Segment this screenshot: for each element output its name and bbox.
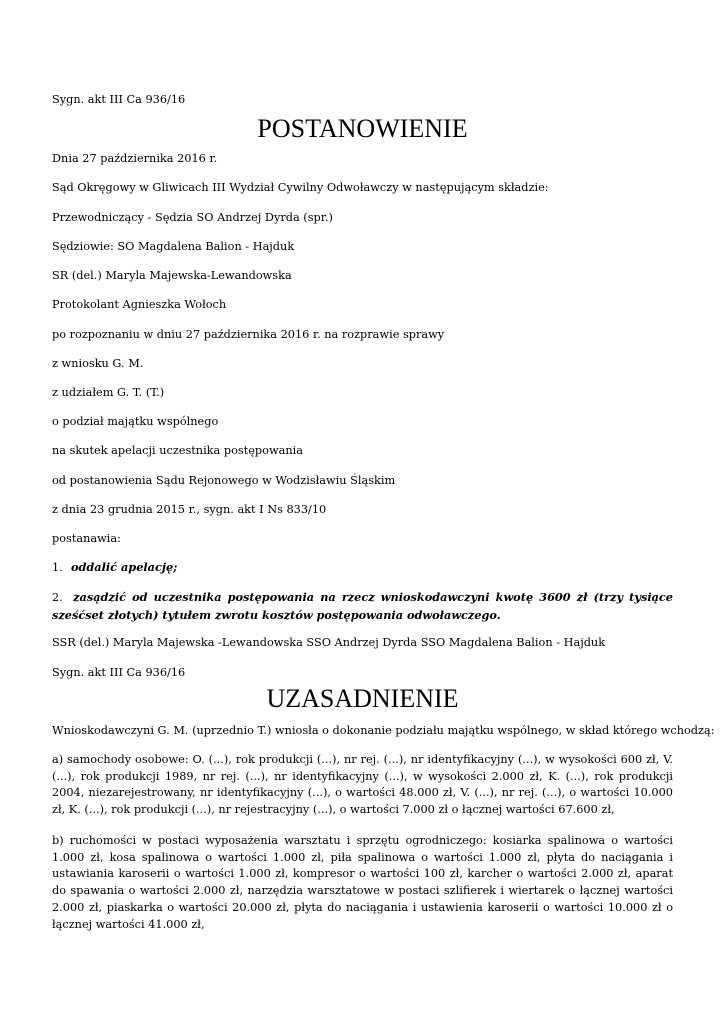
justification-item-a: a) samochody osobowe: O. (...), rok produkcji (...), nr rej. (...), nr identyfikacyjny (...), w wysokości 600 zł, V. (...), rok produkcji 1989, nr rej. (...), nr identyfikacyjny (...), w wysokości 2.000 zł, K. (...), rok produkcji 2004, niezarejestrowany, nr identyfikacyjny (...), o wartości 48.000 zł, V. (...), nr rej. (...), o wartości 10.000 zł, K. (...), rok produkcji (...), nr rejestracyjny (...), o wartości 7.000 zł o łącznej wartości 67.600 zł, [52, 753, 673, 817]
ruling-item [52, 589, 673, 623]
lower-court-line: od postanowienia Sądu Rejonowego w Wodzisławiu Śląskim [52, 474, 396, 487]
judges-signatures: SSR (del.) Maryla Majewska -Lewandowska SSO Andrzej Dyrda SSO Magdalena Balion - Hajduk [52, 636, 606, 649]
decides-line: postanawia: [52, 532, 121, 545]
ruling-number: 2. [52, 591, 63, 604]
presiding-judge: Przewodniczący - Sędzia SO Andrzej Dyrda (spr.) [52, 211, 333, 224]
justification-title: UZASADNIENIE [266, 684, 459, 713]
case-signature: Sygn. akt III Ca 936/16 [52, 93, 186, 106]
applicant-line: z wniosku G. M. [52, 357, 144, 370]
document-title: POSTANOWIENIE [257, 114, 468, 143]
justification-item-b: b) ruchomości w postaci wyposażenia warsztatu i sprzętu ogrodniczego: kosiarka spalinowa o wartości 1.000 zł, kosa spalinowa o wartości 1.000 zł, piła spalinowa o wartości 1.000 zł, płyta do naciągania i ustawiania karoserii o wartości 1.000 zł, kompresor o wartości 100 zł, karcher o wartości 2.000 zł, aparat do spawania o wartości 2.000 zł, narzędzia warsztatowe w postaci szlifierek i wiertarek o łącznej wartości 2.000 zł, piaskarka o wartości 20.000 zł, płyta do naciągania i ustawienia karoserii o wartości 10.000 zł o łącznej wartości 41.000 zł, [52, 834, 673, 931]
hearing-line: po rozpoznaniu w dniu 27 października 2016 r. na rozprawie sprawy [52, 328, 445, 341]
participant-line: z udziałem G. T. (T.) [52, 386, 165, 399]
court-line: Sąd Okręgowy w Gliwicach III Wydział Cywilny Odwoławczy w następującym składzie: [52, 181, 549, 194]
lower-court-date-line: z dnia 23 grudnia 2015 r., sygn. akt I Ns 833/10 [52, 503, 327, 516]
appeal-line: na skutek apelacji uczestnika postępowania [52, 444, 303, 457]
case-signature-second: Sygn. akt III Ca 936/16 [52, 666, 186, 679]
subject-line: o podział majątku wspólnego [52, 415, 219, 428]
ruling-item [52, 560, 177, 575]
justification-intro: Wnioskodawczyni G. M. (uprzednio T.) wniosła o dokonanie podziału majątku wspólnego, w skład którego wchodzą: [52, 724, 715, 737]
judge-line: SR (del.) Maryla Majewska-Lewandowska [52, 269, 292, 282]
ruling-text: zasądzić od uczestnika postępowania na rzecz wnioskodawczyni kwotę 3600 zł (trzy tysiące sześćset złotych) tytułem zwrotu kosztów postępowania odwoławczego. [52, 590, 673, 622]
judges-line: Sędziowie: SO Magdalena Balion - Hajduk [52, 240, 295, 253]
date-line: Dnia 27 października 2016 r. [52, 152, 218, 165]
ruling-text: oddalić apelację; [70, 560, 178, 574]
ruling-number: 1. [52, 561, 63, 574]
clerk-line: Protokolant Agnieszka Wołoch [52, 298, 227, 311]
